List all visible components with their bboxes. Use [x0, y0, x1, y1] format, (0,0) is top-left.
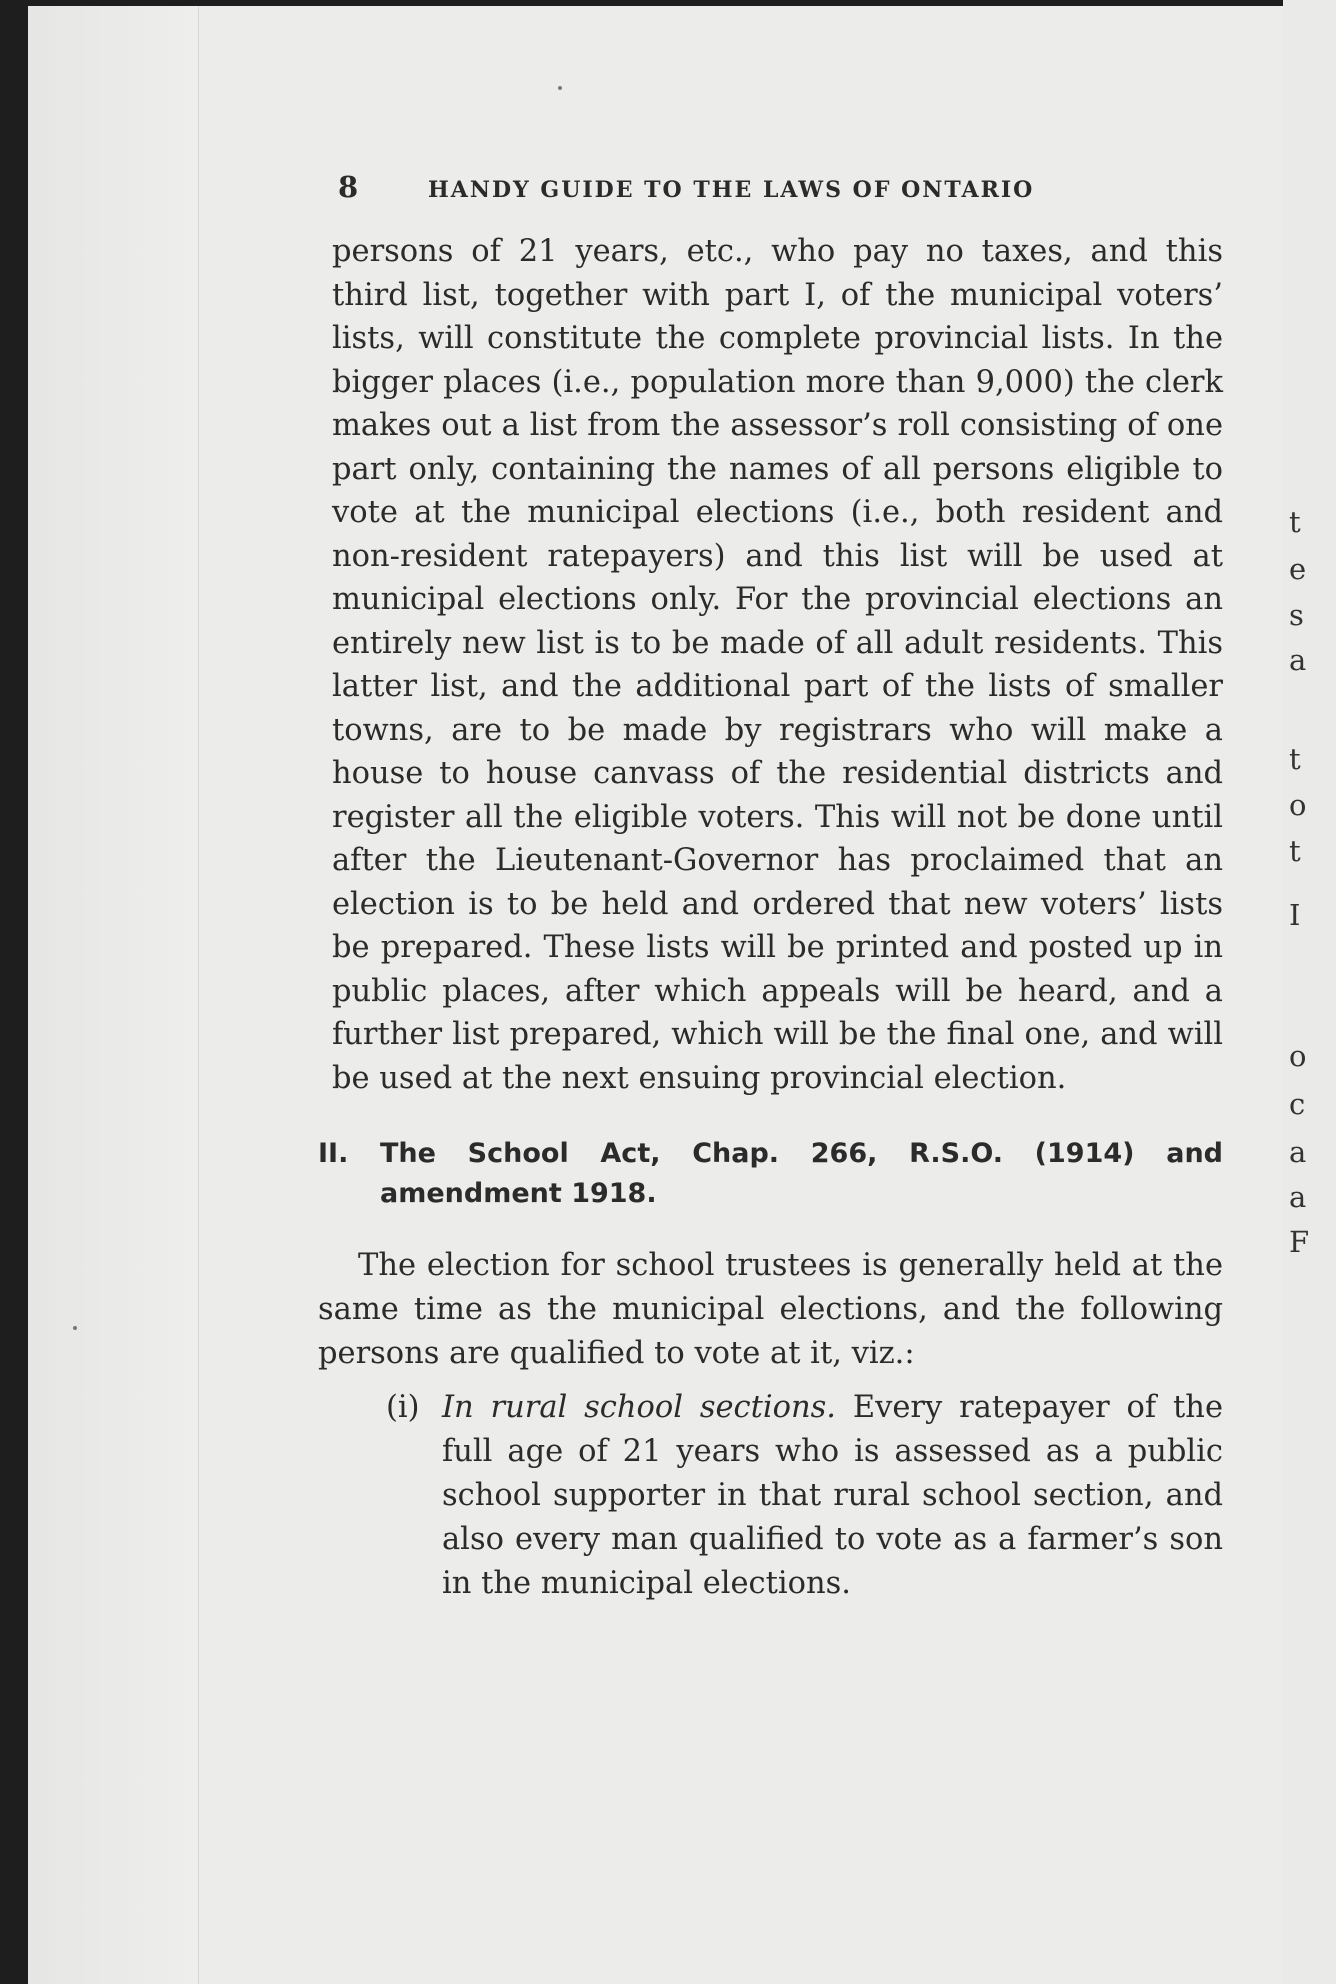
continued-paragraph: persons of 21 years, etc., who pay no taxes, and this third list, together with part I, of the municipal voters’ lists, will constitute the complete provincial lists. In the bigger places (i.e., population more than 9,000) the clerk makes out a list from the assessor’s roll consisting of one part only, containing the names of all persons eligible to vote at the municipal elections (i.e., both resident and non-resident ratepayers) and this list will be used at municipal elections only. For the provincial elections an entirely new list is to be made of all adult residents. This latter list, and the additional part of the lists of smaller towns, are to be made by registrars who will make a house to house canvass of the residential districts and register all the eligible voters. This will not be done until after the Lieutenant-Governor has proclaimed that an election is to be held and ordered that new voters’ lists be prepared. These lists will be printed and posted up in public places, after which appeals will be heard, and a further list prepared, which will be the final one, and will be used at the next ensuing provincial election. [332, 234, 1223, 1096]
facing-page-letter: a [1289, 1135, 1307, 1169]
book-title: HANDY GUIDE TO THE LAWS OF ONTARIO [428, 177, 1035, 203]
page-number: 8 [338, 170, 359, 204]
facing-page-fragment [1283, 0, 1336, 1984]
facing-page-letter: F [1289, 1225, 1310, 1259]
section-heading [318, 1134, 1223, 1214]
item-lead: In rural school sections. [442, 1390, 836, 1425]
section-title: The School Act, Chap. 266, R.S.O. (1914) and amendment 1918. [380, 1138, 1223, 1209]
facing-page-letter: t [1289, 742, 1301, 776]
facing-page-letter: s [1289, 598, 1304, 632]
page-margin [28, 6, 199, 1984]
section-intro: The election for school trustees is generally held at the same time as the municipal elections, and the following persons are qualified to vote at it, viz.: [318, 1248, 1223, 1371]
section-number: II. [318, 1138, 349, 1169]
paper-speck [558, 86, 562, 90]
facing-page-letter: a [1289, 1180, 1307, 1214]
page-content [318, 170, 1223, 1606]
item-number: (i) [386, 1390, 420, 1425]
facing-page-letter: t [1289, 834, 1301, 868]
facing-page-letter: o [1289, 788, 1307, 822]
item-text [442, 1386, 1223, 1606]
facing-page-letter: o [1289, 1039, 1307, 1073]
list-item [386, 1386, 1223, 1606]
facing-page-letter: e [1289, 552, 1307, 586]
running-head [338, 170, 1223, 230]
facing-page-letter: c [1289, 1087, 1306, 1121]
paper-speck [73, 1326, 77, 1330]
facing-page-letter: a [1289, 643, 1307, 677]
facing-page-letter: I [1289, 898, 1301, 932]
item-body: Every ratepayer of the full age of 21 years who is assessed as a public school supporter in that rural school section, and also every man qualified to vote as a farmer’s son in the municipal elections. [442, 1390, 1224, 1601]
facing-page-letter: t [1289, 505, 1301, 539]
